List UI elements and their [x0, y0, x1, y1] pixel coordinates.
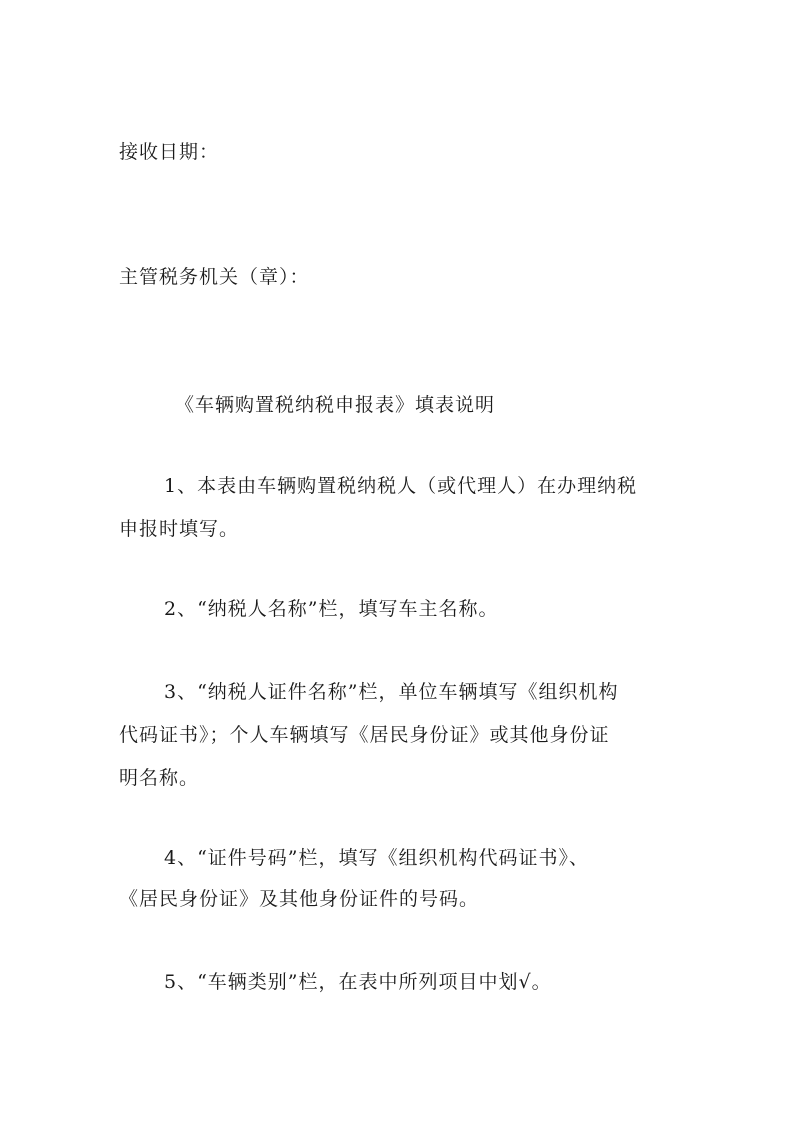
instruction-item-1-line-1: 1、本表由车辆购置税纳税人（或代理人）在办理纳税	[164, 475, 638, 497]
instruction-item-4-line-2: 《居民身份证》及其他身份证件的号码。	[119, 888, 480, 910]
instruction-item-3-line-3: 明名称。	[119, 767, 200, 789]
instructions-title: 《车辆购置税纳税申报表》填表说明	[175, 394, 496, 416]
instruction-item-4-line-1: 4、“证件号码”栏，填写《组织机构代码证书》、	[164, 847, 590, 869]
instruction-item-3-line-2: 代码证书》；个人车辆填写《居民身份证》或其他身份证	[119, 724, 610, 746]
tax-authority-seal-label: 主管税务机关（章）：	[119, 266, 310, 288]
instruction-item-1-line-2: 申报时填写。	[119, 518, 240, 540]
instruction-item-5: 5、“车辆类别”栏，在表中所列项目中划√。	[164, 971, 552, 993]
receive-date-label: 接收日期：	[119, 141, 220, 163]
instruction-item-2: 2、“纳税人名称”栏，填写车主名称。	[164, 598, 499, 620]
instruction-item-3-line-1: 3、“纳税人证件名称”栏，单位车辆填写《组织机构	[164, 681, 619, 703]
